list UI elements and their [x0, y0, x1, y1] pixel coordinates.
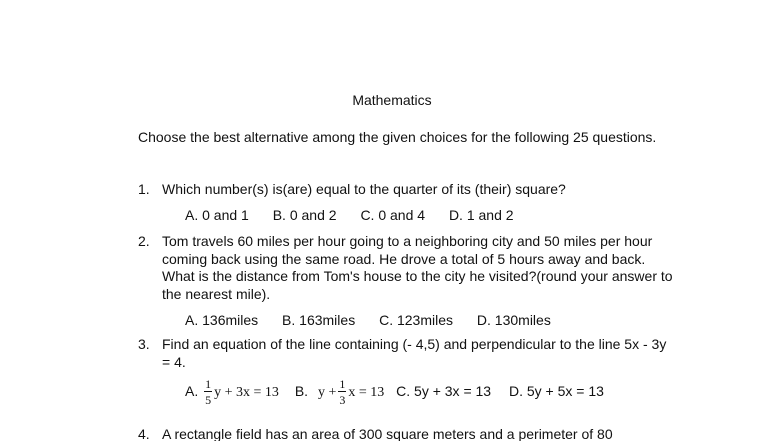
equation-text: y +: [317, 384, 337, 400]
question-2-choices: [185, 312, 571, 328]
choice-c: C. 5y + 3x = 13: [396, 382, 492, 399]
question-text: A rectangle field has an area of 300 square meters and a perimeter of 80: [162, 426, 613, 441]
instructions: Choose the best alternative among the given choices for the following 25 questions.: [138, 129, 657, 145]
equation-text: x = 13: [348, 384, 385, 400]
question-3-choices: [185, 378, 604, 406]
question-1: [138, 181, 678, 199]
page-title: Mathematics: [352, 92, 432, 108]
fraction: [204, 378, 212, 406]
question-number: 4.: [138, 426, 150, 441]
choice-d: D. 1 and 2: [448, 207, 514, 223]
choice-b: [294, 377, 388, 407]
choice-d: D. 130miles: [476, 312, 551, 328]
numerator: 1: [339, 377, 346, 391]
choice-a: [185, 377, 283, 407]
choice-a: A. 136miles: [185, 312, 259, 328]
numerator: 1: [205, 377, 212, 391]
question-4: [138, 426, 678, 441]
choice-d: D. 5y + 5x = 13: [508, 382, 604, 399]
denominator: 5: [205, 393, 212, 407]
question-number: 2.: [138, 233, 150, 249]
fraction: [338, 378, 346, 406]
choice-b: B. 163miles: [282, 312, 356, 328]
question-text: Find an equation of the line containing (- 4,5) and perpendicular to the line 5x - 3y = 4.: [162, 336, 667, 370]
question-1-choices: [185, 207, 534, 223]
question-text: Which number(s) is(are) equal to the quarter of its (their) square?: [162, 181, 566, 197]
question-3: [138, 336, 678, 371]
choice-label: A.: [185, 382, 199, 399]
choice-a: A. 0 and 1: [185, 207, 249, 223]
choice-b: B. 0 and 2: [272, 207, 337, 223]
question-number: 1.: [138, 181, 150, 197]
choice-label: B.: [294, 382, 309, 399]
question-number: 3.: [138, 336, 150, 352]
denominator: 3: [339, 393, 346, 407]
choice-c: C. 123miles: [379, 312, 454, 328]
equation-text: y + 3x = 13: [214, 384, 279, 400]
choice-c: C. 0 and 4: [360, 207, 426, 223]
question-text: Tom travels 60 miles per hour going to a neighboring city and 50 miles per hour coming back using the same road. He drove a total of 5 hours away and back. What is the distance from Tom's house to the city he visited?(round your answer to the nearest mile).: [162, 233, 673, 302]
question-2: [138, 233, 678, 303]
